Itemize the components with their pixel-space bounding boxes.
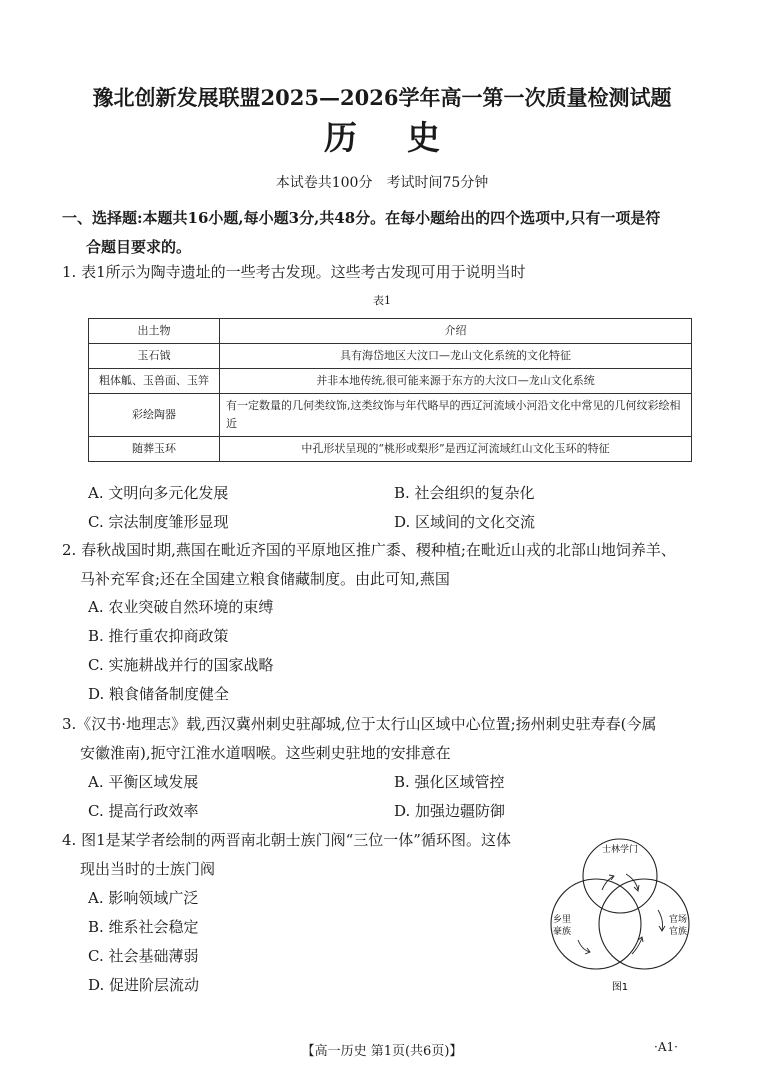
label-left-1: 乡里 bbox=[552, 915, 572, 925]
section-heading bbox=[62, 204, 712, 262]
info-time: 考试时间75分钟 bbox=[386, 175, 489, 191]
q2-option-d[interactable]: D. 粮食储备制度健全 bbox=[88, 685, 230, 703]
q3-option-c[interactable]: C. 提高行政效率 bbox=[88, 802, 199, 820]
exam-info bbox=[0, 172, 764, 192]
table-cell: 粗体觚、玉兽面、玉笄 bbox=[89, 369, 220, 394]
question-1-stem: 1. 表1所示为陶寺遗址的一些考古发现。这些考古发现可用于说明当时 bbox=[62, 263, 526, 281]
table-cell: 并非本地传统,很可能来源于东方的大汶口—龙山文化系统 bbox=[220, 369, 692, 394]
subject-title: 历史 bbox=[324, 118, 490, 157]
label-left-2: 豪族 bbox=[552, 927, 572, 937]
figure-caption: 图1 bbox=[611, 982, 629, 993]
table-header-cell: 介绍 bbox=[220, 319, 692, 344]
q3-option-b[interactable]: B. 强化区域管控 bbox=[394, 773, 505, 791]
q3-option-d[interactable]: D. 加强边疆防御 bbox=[394, 802, 506, 820]
footer-mark: ·A1· bbox=[654, 1040, 678, 1054]
table-cell: 有一定数量的几何类纹饰,这类纹饰与年代略早的西辽河流域小河沿文化中常见的几何纹彩绘相近 bbox=[220, 394, 692, 437]
info-score: 本试卷共100分 bbox=[275, 175, 373, 191]
table-row bbox=[89, 344, 692, 369]
table-caption: 表1 bbox=[373, 294, 391, 307]
exam-title: 豫北创新发展联盟2025—2026学年高一第一次质量检测试题 bbox=[92, 85, 672, 110]
arrow-icon bbox=[658, 910, 663, 930]
table-header-row bbox=[89, 319, 692, 344]
question-3-stem bbox=[62, 710, 712, 768]
footer-text: 【高一历史 第1页(共6页)】 bbox=[301, 1044, 463, 1059]
arrow-icon bbox=[632, 938, 642, 954]
q1-option-c[interactable]: C. 宗法制度雏形显现 bbox=[88, 513, 229, 531]
label-right-1: 官场 bbox=[668, 915, 688, 925]
q3-line-1: 3.《汉书·地理志》载,西汉冀州刺史驻鄗城,位于太行山区域中心位置;扬州刺史驻寿春(今属 bbox=[62, 715, 657, 733]
section-line-2: 合题目要求的。 bbox=[86, 238, 192, 256]
question-4-stem bbox=[62, 826, 562, 884]
q2-line-2: 马补充军食;还在全国建立粮食储藏制度。由此可知,燕国 bbox=[80, 570, 450, 588]
table-cell: 中孔形状呈现的“桃形或梨形”是西辽河流域红山文化玉环的特征 bbox=[220, 437, 692, 462]
question-2-stem bbox=[62, 536, 712, 594]
q2-option-b[interactable]: B. 推行重农抑商政策 bbox=[88, 627, 229, 645]
venn-cycle-diagram bbox=[540, 832, 700, 997]
cycle-arrows bbox=[578, 874, 665, 954]
q4-option-a[interactable]: A. 影响领域广泛 bbox=[88, 889, 199, 907]
page-footer bbox=[0, 1040, 764, 1059]
q4-option-c[interactable]: C. 社会基础薄弱 bbox=[88, 947, 199, 965]
table-row bbox=[89, 437, 692, 462]
q1-option-a[interactable]: A. 文明向多元化发展 bbox=[88, 484, 229, 502]
q4-line-1: 4. 图1是某学者绘制的两晋南北朝士族门阀“三位一体”循环图。这体 bbox=[62, 831, 511, 849]
q2-option-a[interactable]: A. 农业突破自然环境的束缚 bbox=[88, 598, 274, 616]
q1-option-b[interactable]: B. 社会组织的复杂化 bbox=[394, 484, 535, 502]
table-cell: 具有海岱地区大汶口—龙山文化系统的文化特征 bbox=[220, 344, 692, 369]
section-line-1: 一、选择题:本题共16小题,每小题3分,共48分。在每小题给出的四个选项中,只有一项是符 bbox=[62, 209, 661, 227]
q4-option-d[interactable]: D. 促进阶层流动 bbox=[88, 976, 200, 994]
q1-option-d[interactable]: D. 区域间的文化交流 bbox=[394, 513, 536, 531]
q2-line-1: 2. 春秋战国时期,燕国在毗近齐国的平原地区推广黍、稷种植;在毗近山戎的北部山地饲养羊、 bbox=[62, 541, 676, 559]
table-row bbox=[89, 394, 692, 437]
q2-option-c[interactable]: C. 实施耕战并行的国家战略 bbox=[88, 656, 274, 674]
label-right-2: 官族 bbox=[668, 927, 688, 937]
table-cell: 随葬玉环 bbox=[89, 437, 220, 462]
table-header-cell: 出土物 bbox=[89, 319, 220, 344]
q3-line-2: 安徽淮南),扼守江淮水道咽喉。这些刺史驻地的安排意在 bbox=[80, 744, 451, 762]
label-top: 士林学门 bbox=[601, 845, 639, 855]
table-cell: 玉石钺 bbox=[89, 344, 220, 369]
table-cell: 彩绘陶器 bbox=[89, 394, 220, 437]
q3-option-a[interactable]: A. 平衡区域发展 bbox=[88, 773, 199, 791]
table-row bbox=[89, 369, 692, 394]
q4-option-b[interactable]: B. 维系社会稳定 bbox=[88, 918, 199, 936]
artifact-table bbox=[88, 318, 692, 462]
q4-line-2: 现出当时的士族门阀 bbox=[80, 860, 216, 878]
